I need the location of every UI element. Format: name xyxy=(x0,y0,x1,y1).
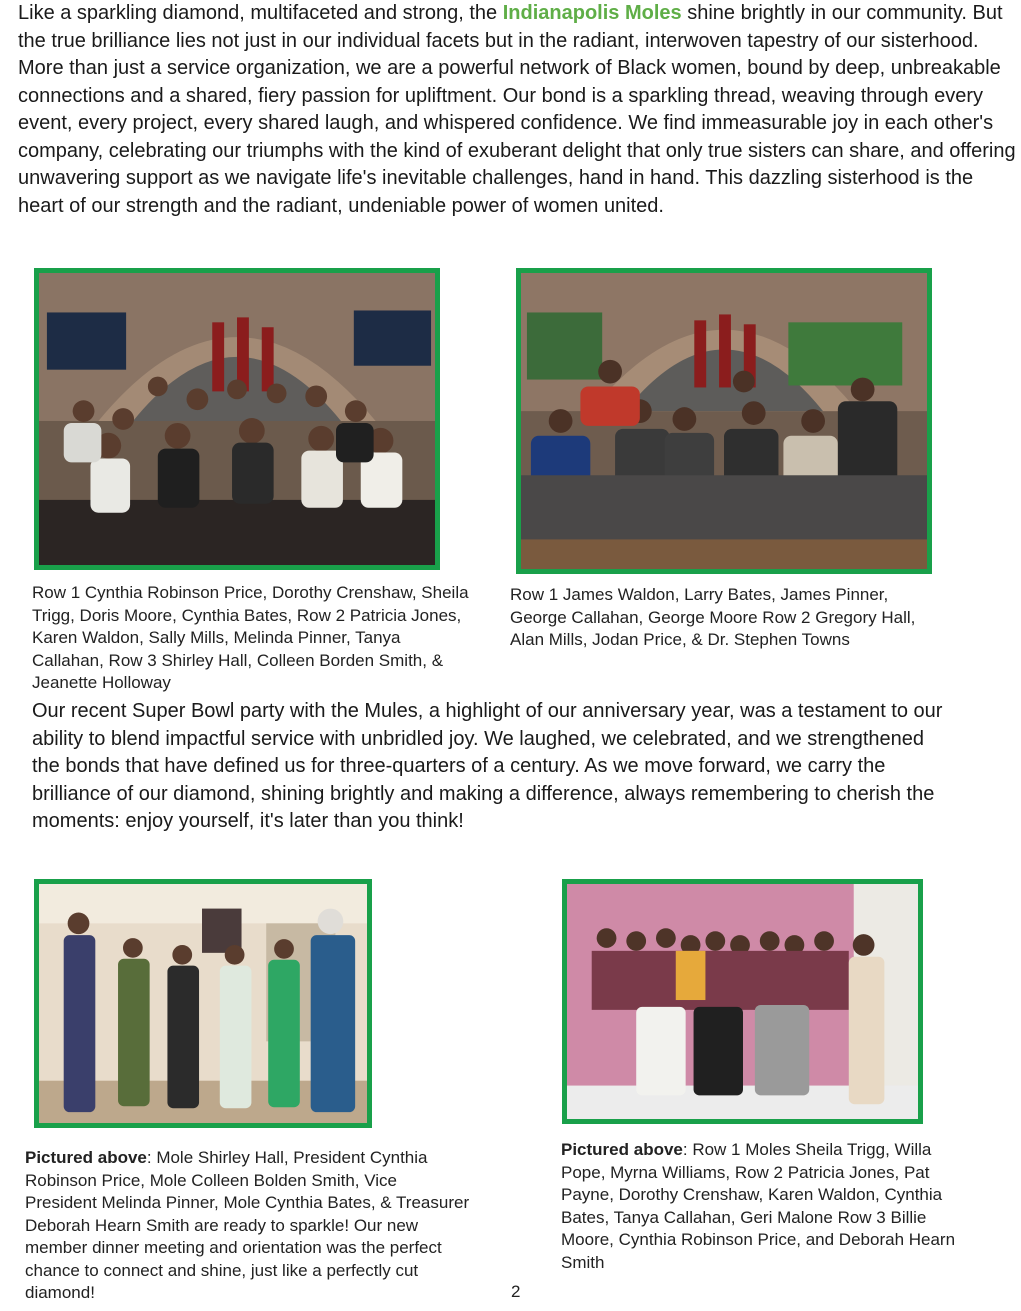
caption-bottom-right-label: Pictured above xyxy=(561,1140,683,1159)
photo-bottom-left xyxy=(34,879,372,1128)
photo-top-right xyxy=(516,268,932,574)
middle-paragraph: Our recent Super Bowl party with the Mules, a highlight of our anniversary year, was a testament to our ability to blend impactful service with unbridled joy. We laughed, we celebrated, and we strengthened the bonds that have defined us for three-quarters of a century. As we move forward, we carry the brilliance of our diamond, shining brightly and making a difference, always remembering to cherish the moments: enjoy yourself, it's later than you think! xyxy=(32,700,943,832)
caption-bottom-left-text: : Mole Shirley Hall, President Cynthia Robinson Price, Mole Colleen Bolden Smith, Vice President Melinda Pinner, Mole Cynthia Bates, & Treasurer Deborah Hearn Smith are ready to sparkle! Our new member dinner meeting and orientation was the perfect chance to connect and shine, just like a perfectly cut diamond! xyxy=(25,1148,470,1302)
caption-bottom-left-label: Pictured above xyxy=(25,1148,147,1167)
intro-text-start: Like a sparkling diamond, multifaceted and strong, the xyxy=(18,2,503,24)
page-number: 2 xyxy=(511,1282,521,1301)
caption-top-left: Row 1 Cynthia Robinson Price, Dorothy Crenshaw, Sheila Trigg, Doris Moore, Cynthia Bates, Row 2 Patricia Jones, Karen Waldon, Sally Mills, Melinda Pinner, Tanya Callahan, Row 3 Shirley Hall, Colleen Borden Smith, & Jeanette Holloway xyxy=(32,583,469,692)
group-photo-men-restaurant xyxy=(521,273,927,569)
caption-top-right: Row 1 James Waldon, Larry Bates, James Pinner, George Callahan, George Moore Row 2 Gregory Hall, Alan Mills, Jodan Price, & Dr. Stephen Towns xyxy=(510,585,916,649)
intro-text-rest: shine brightly in our community. But the true brilliance lies not just in our individual facets but in the radiant, interwoven tapestry of our sisterhood. More than just a service organization, we are a powerful network of Black women, bound by deep, unbreakable connections and a shared, fiery passion for upliftment. Our bond is a sparkling thread, weaving through every event, every project, every shared laugh, and whispered confidence. We find immeasurable joy in each other's company, celebrating our triumphs with the kind of exuberant delight that only true sisters can share, and offering unwavering support as we navigate life's inevitable challenges, hand in hand. This dazzling sisterhood is the heart of our strength and the radiant, undeniable power of women united. xyxy=(18,2,1016,217)
caption-bottom-right-text: : Row 1 Moles Sheila Trigg, Willa Pope, Myrna Williams, Row 2 Patricia Jones, Pat Payne, Dorothy Crenshaw, Karen Waldon, Cynthia Bates, Tanya Callahan, Geri Malone Row 3 Billie Moore, Cynthia Robinson Price, and Deborah Hearn Smith xyxy=(561,1140,956,1272)
organization-name: Indianapolis Moles xyxy=(502,2,682,24)
caption-bottom-right xyxy=(561,1139,961,1274)
caption-bottom-left xyxy=(25,1147,470,1305)
group-photo-pink-room xyxy=(567,884,918,1119)
group-photo-officers xyxy=(39,884,367,1123)
photo-top-left xyxy=(34,268,440,570)
group-photo-women-restaurant xyxy=(39,273,435,565)
photo-bottom-right xyxy=(562,879,923,1124)
intro-paragraph xyxy=(18,0,1018,220)
